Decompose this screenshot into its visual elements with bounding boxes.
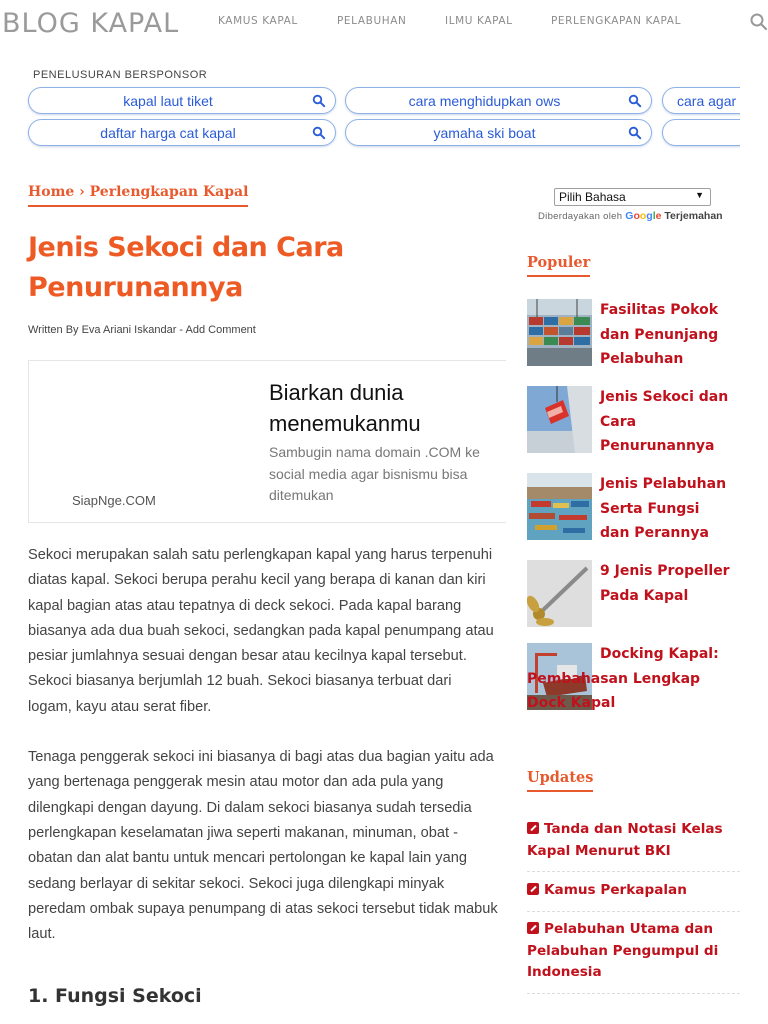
breadcrumb (28, 184, 248, 207)
sponsored-search-item[interactable] (345, 87, 652, 114)
display-ad[interactable] (28, 360, 506, 523)
post-paragraph: Tenaga penggerak sekoci ini biasanya di bagi atas dua bagian yaitu ada yang bertenaga penggerak mesin atau motor dan ada pula yang dilengkapi dengan dayung. Di dalam sekoci biasanya sudah tersedia perlengkapan keselamatan jiwa seperti makanan, minuman, obat - obatan dan alat bantu untuk mencari pertolongan ke kapal lain yang sedang berlayar di sekitar sekoci. Sekoci juga dilengkapi minyak peredam ombak supaya penumpang di atas sekoci tersebut tidak mabuk laut. (28, 749, 498, 943)
thumbnail-propeller[interactable] (527, 560, 592, 627)
update-post-link[interactable] (527, 880, 740, 912)
sponsored-search-item[interactable] (28, 87, 336, 114)
sponsored-search-item[interactable] (345, 119, 652, 146)
breadcrumb-category-link[interactable]: Perlengkapan Kapal (89, 184, 249, 200)
search-icon (628, 126, 642, 140)
post-byline (28, 324, 256, 336)
language-select[interactable] (554, 188, 711, 206)
chevron-down-icon: ▼ (695, 190, 704, 200)
translate-link[interactable]: Terjemahan (664, 210, 723, 222)
sponsored-search-item[interactable] (662, 87, 740, 114)
update-post-link[interactable] (527, 819, 740, 872)
nav-pelabuhan[interactable]: PELABUHAN (337, 15, 407, 27)
sponsored-search-list (26, 86, 740, 150)
translate-attribution (538, 210, 723, 222)
site-header (0, 0, 768, 48)
update-post-title: Tanda dan Notasi Kelas Kapal Menurut BKI (527, 821, 723, 859)
search-icon (628, 94, 642, 108)
sponsored-search-text: cara agar (677, 93, 737, 109)
ad-description: Sambugin nama domain .COM ke social media agar bisnismu bisa ditemukan (269, 444, 480, 503)
popular-post-link[interactable]: Docking Kapal: Pembahasan Lengkap Dock Kapal (527, 646, 719, 711)
popular-post-link[interactable]: Jenis Sekoci dan Cara Penurunannya (600, 389, 729, 454)
edit-icon (527, 883, 539, 895)
sponsored-search-item[interactable] (28, 119, 336, 146)
language-select-value: Pilih Bahasa (559, 190, 626, 204)
sponsored-search-text: cara menghidupkan ows (408, 93, 561, 109)
edit-icon (527, 822, 539, 834)
popular-post-link[interactable]: 9 Jenis Propeller Pada Kapal (600, 563, 730, 604)
edit-icon (527, 922, 539, 934)
sponsored-label: PENELUSURAN BERSPONSOR (33, 69, 208, 81)
thumbnail-harbor[interactable] (527, 473, 592, 540)
google-logo: Google (625, 210, 662, 222)
ad-brand: SiapNge.COM (72, 493, 156, 508)
nav-perlengkapan-kapal[interactable]: PERLENGKAPAN KAPAL (551, 15, 682, 27)
breadcrumb-home-link[interactable]: Home (28, 184, 75, 200)
add-comment-link[interactable]: Add Comment (185, 324, 256, 336)
post-title: Jenis Sekoci dan Cara Penurunannya (28, 232, 344, 303)
post-paragraph: Sekoci merupakan salah satu perlengkapan kapal yang harus terpenuhi diatas kapal. Sekoci berupa perahu kecil yang berapa di kanan dan kiri kapal bagian atas atau tepatnya di deck sekoci. Pada kapal barang biasanya ada dua buah sekoci, sedangkan pada kapal penumpang atau pesiar jumlahnya sesuai dengan besar atau kecilnya kapal tersebut. Sekoci biasanya berjumlah 12 buah. Sekoci biasanya terbuat dari logam, kayu atau serat fiber. (28, 547, 494, 715)
nav-kamus-kapal[interactable]: KAMUS KAPAL (218, 15, 298, 27)
ad-headline: Biarkan dunia menemukanmu (269, 380, 421, 436)
update-post-link[interactable] (527, 919, 740, 994)
sponsored-search-text: kapal laut tiket (123, 93, 213, 109)
section-heading: 1. Fungsi Sekoci (28, 985, 202, 1007)
breadcrumb-separator: › (74, 184, 90, 200)
search-icon[interactable] (749, 12, 768, 32)
nav-ilmu-kapal[interactable]: ILMU KAPAL (445, 15, 513, 27)
popular-post-link[interactable]: Fasilitas Pokok dan Penunjang Pelabuhan (600, 302, 719, 367)
popular-post-link[interactable]: Jenis Pelabuhan Serta Fungsi dan Perannya (600, 476, 727, 541)
sponsored-search-text: daftar harga cat kapal (100, 125, 236, 141)
update-post-title: Kamus Perkapalan (544, 882, 687, 898)
search-icon (312, 126, 326, 140)
popular-heading: Populer (527, 254, 590, 277)
updates-heading: Updates (527, 769, 593, 792)
site-logo[interactable]: BLOG KAPAL (2, 8, 180, 39)
post-body (28, 543, 498, 972)
thumbnail-port-containers[interactable] (527, 299, 592, 366)
powered-by-text: Diberdayakan oleh (538, 211, 626, 222)
thumbnail-lifeboat[interactable] (527, 386, 592, 453)
sponsored-search-text: yamaha ski boat (433, 125, 536, 141)
sponsored-search-item[interactable] (662, 119, 740, 146)
author-link[interactable]: Eva Ariani Iskandar (81, 324, 177, 336)
byline-prefix: Written By (28, 324, 82, 336)
update-post-title: Pelabuhan Utama dan Pelabuhan Pengumpul di Indonesia (527, 921, 719, 980)
byline-separator: - (176, 324, 186, 336)
search-icon (312, 94, 326, 108)
